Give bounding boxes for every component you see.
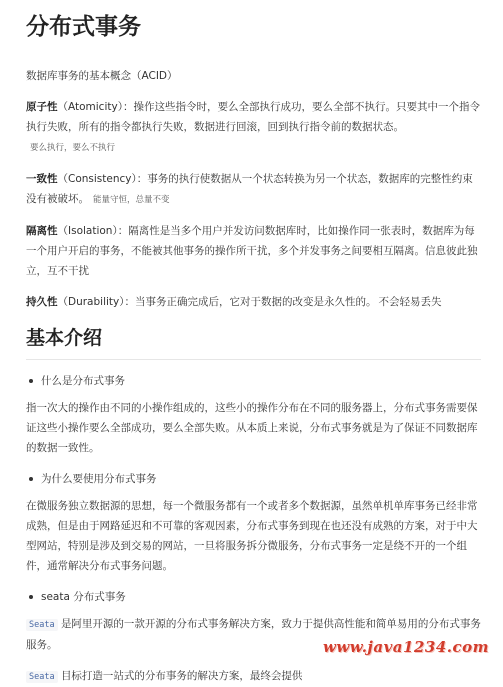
paragraph: 指一次大的操作由不同的小操作组成的，这些小的操作分布在不同的服务器上，分布式事务需要保证这些小操作要么全部成功，要么全部失败。从本质上来说，分布式事务就是为了保证不同数据库的数据一致性。: [26, 402, 478, 454]
acid-durability: [26, 292, 481, 312]
list-item: 为什么要使用分布式事务: [26, 470, 481, 488]
paragraph-text: 是阿里开源的一款开源的分布式事务解决方案，致力于提供高性能和简单易用的分布式事务服务。: [26, 618, 481, 651]
bullet-list: [26, 470, 481, 488]
list-item: 什么是分布式事务: [26, 372, 481, 390]
term-desc: （Atomicity）：操作这些指令时，要么全部执行成功，要么全部不执行。只要其中一个指令执行失败，所有的指令都执行失败，数据进行回滚，回到执行指令前的数据状态。: [26, 101, 480, 133]
term-desc: （Isolation）：隔离性是当多个用户并发访问数据库时，比如操作同一张表时，数据库为每一个用户开启的事务，不能被其他事务的操作所干扰，多个并发事务之间要相互隔离。信息彼此独立，互不干扰: [26, 225, 478, 277]
inline-code: Seata: [26, 671, 58, 683]
term-label: 持久性: [26, 296, 58, 308]
term-label: 隔离性: [26, 225, 58, 237]
page-title: 分布式事务: [26, 14, 141, 40]
term-desc: （Durability）：当事务正确完成后，它对于数据的改变是永久性的。: [57, 296, 377, 308]
paragraph: 在微服务独立数据源的思想，每一个微服务都有一个或者多个数据源，虽然单机单库事务已经非常成熟，但是由于网路延迟和不可靠的客观因素，分布式事务到现在也还没有成熟的方案，对于中大型网站，特别是涉及到交易的网站，一旦将服务拆分微服务，分布式事务一定是绕不开的一个组件，通常解决分布式事务问题。: [26, 500, 478, 572]
term-label: 一致性: [26, 173, 58, 185]
term-label: 原子性: [26, 101, 58, 113]
acid-isolation: [26, 221, 481, 281]
section-title: 基本介绍: [26, 323, 481, 360]
bullet-list: [26, 372, 481, 390]
term-desc: （Consistency）：事务的执行使数据从一个状态转换为另一个状态，数据库的完整性约束没有被破坏。: [26, 173, 473, 205]
acid-consistency: [26, 169, 481, 210]
handwritten-note: 不会轻易丢失: [378, 296, 442, 308]
paragraph-text: 目标打造一站式的分布事务的解决方案，最终会提供: [60, 670, 303, 682]
handwritten-note: 能量守恒，总量不变: [93, 195, 170, 205]
inline-code: Seata: [26, 619, 58, 631]
paragraph-cutoff: [26, 666, 481, 687]
watermark-logo: www.java1234.com: [322, 638, 489, 656]
bullet-list: [26, 588, 481, 606]
handwritten-note: 要么执行，要么不执行: [30, 143, 116, 153]
acid-atomicity: [26, 97, 481, 158]
intro-text: 数据库事务的基本概念（ACID）: [26, 70, 178, 82]
list-item: seata 分布式事务: [26, 588, 481, 606]
